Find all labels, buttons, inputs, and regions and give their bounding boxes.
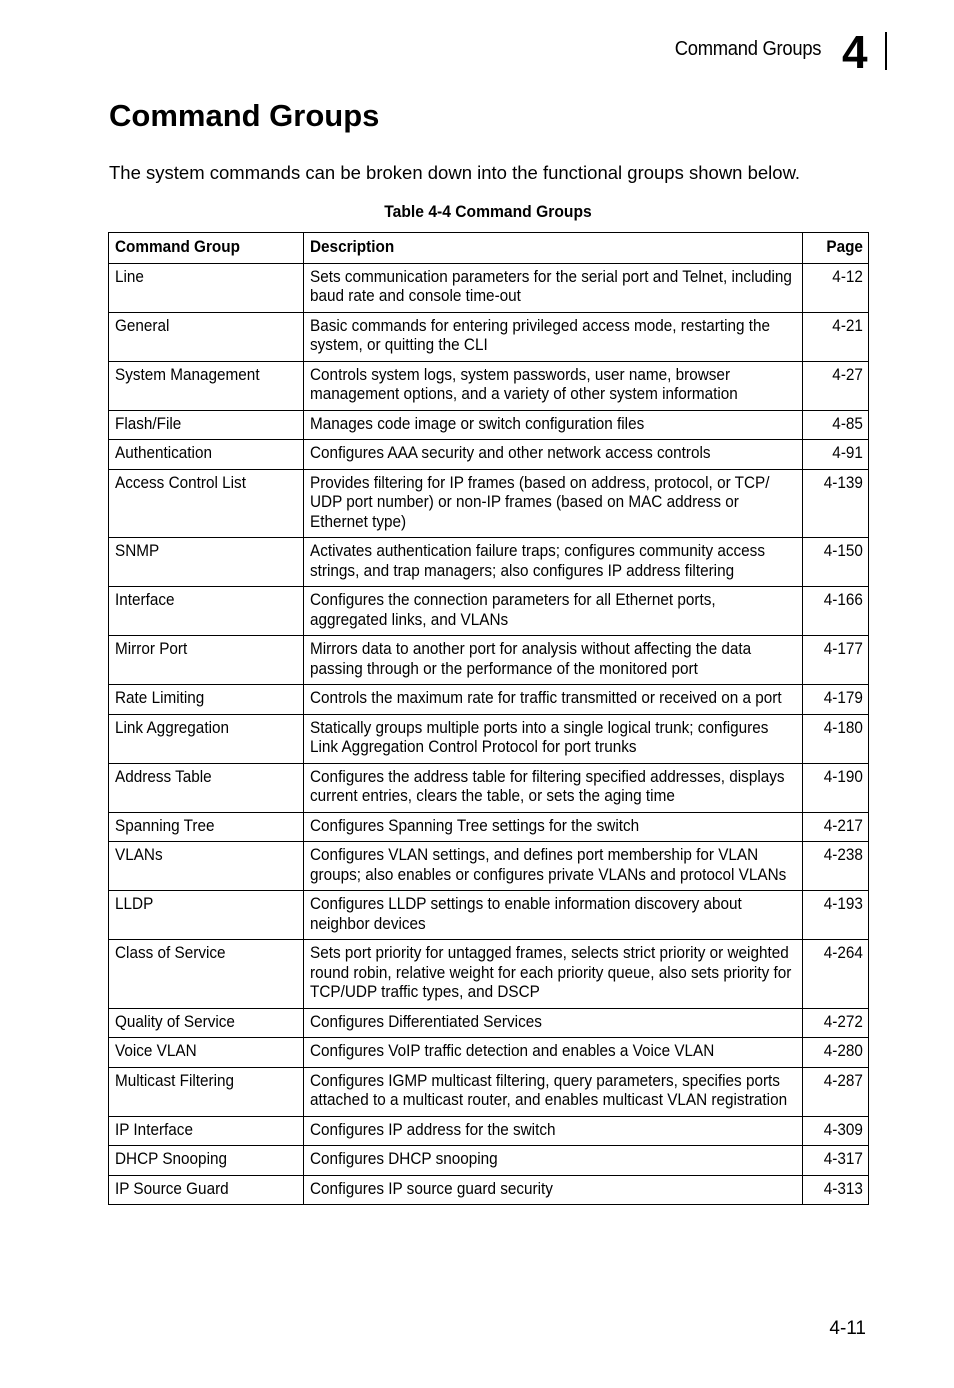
command-group-cell: Address Table [109,763,304,812]
command-group-cell: Quality of Service [109,1008,304,1038]
command-group-cell: Access Control List [109,469,304,538]
table-row [109,714,869,763]
table-row [109,440,869,470]
page-cell: 4-280 [803,1038,869,1068]
description-cell: Configures Differentiated Services [304,1008,803,1038]
command-group-cell: DHCP Snooping [109,1146,304,1176]
description-cell: Configures Spanning Tree settings for the switch [304,812,803,842]
table-caption: Table 4-4 Command Groups [384,202,592,221]
page-cell: 4-21 [803,312,869,361]
command-group-cell: Interface [109,587,304,636]
page-cell: 4-179 [803,685,869,715]
description-cell: Configures the address table for filtering specified addresses, displays current entries, clears the table, or sets the aging time [304,763,803,812]
table-row [109,1067,869,1116]
command-group-cell: Rate Limiting [109,685,304,715]
description-cell: Manages code image or switch configuration files [304,410,803,440]
table-row [109,587,869,636]
command-group-cell: Link Aggregation [109,714,304,763]
page-cell: 4-193 [803,891,869,940]
table-row [109,469,869,538]
table-row [109,1146,869,1176]
description-cell: Configures LLDP settings to enable information discovery about neighbor devices [304,891,803,940]
description-cell: Activates authentication failure traps; configures community access strings, and trap managers; also configures IP address filtering [304,538,803,587]
page-cell: 4-180 [803,714,869,763]
page-cell: 4-217 [803,812,869,842]
command-group-cell: Class of Service [109,940,304,1009]
command-group-cell: Voice VLAN [109,1038,304,1068]
command-group-cell: Line [109,263,304,312]
table-row [109,685,869,715]
description-cell: Basic commands for entering privileged access mode, restarting the system, or quitting the CLI [304,312,803,361]
page-cell: 4-166 [803,587,869,636]
page-cell: 4-150 [803,538,869,587]
command-group-cell: IP Source Guard [109,1175,304,1205]
page-cell: 4-313 [803,1175,869,1205]
page-cell: 4-317 [803,1146,869,1176]
description-cell: Sets communication parameters for the serial port and Telnet, including baud rate and console time-out [304,263,803,312]
table-row [109,361,869,410]
running-header-title: Command Groups [674,38,821,60]
command-group-cell: Multicast Filtering [109,1067,304,1116]
description-cell: Configures IP source guard security [304,1175,803,1205]
description-cell: Controls system logs, system passwords, user name, browser management options, and a variety of other system information [304,361,803,410]
command-group-cell: SNMP [109,538,304,587]
command-group-cell: LLDP [109,891,304,940]
command-group-cell: General [109,312,304,361]
table-body [109,263,869,1205]
description-cell: Provides filtering for IP frames (based on address, protocol, or TCP/ UDP port number) or non-IP frames (based on MAC address or Ethernet type) [304,469,803,538]
command-group-cell: Authentication [109,440,304,470]
command-group-cell: Spanning Tree [109,812,304,842]
description-cell: Statically groups multiple ports into a single logical trunk; configures Link Aggregation Control Protocol for port trunks [304,714,803,763]
table-row [109,1008,869,1038]
description-cell: Mirrors data to another port for analysis without affecting the data passing through or the performance of the monitored port [304,636,803,685]
page-number: 4-11 [829,1318,866,1339]
command-group-cell: System Management [109,361,304,410]
page-cell: 4-264 [803,940,869,1009]
page-cell: 4-190 [803,763,869,812]
page-cell: 4-177 [803,636,869,685]
command-group-cell: VLANs [109,842,304,891]
page-cell: 4-238 [803,842,869,891]
command-group-cell: Flash/File [109,410,304,440]
chapter-divider [885,32,887,70]
description-cell: Configures VLAN settings, and defines port membership for VLAN groups; also enables or configures private VLANs and protocol VLANs [304,842,803,891]
table-row [109,538,869,587]
table-row [109,891,869,940]
table-row [109,1116,869,1146]
page-title: Command Groups [109,98,380,133]
page-cell: 4-309 [803,1116,869,1146]
description-cell: Configures IP address for the switch [304,1116,803,1146]
table-row [109,636,869,685]
command-group-cell: IP Interface [109,1116,304,1146]
description-cell: Controls the maximum rate for traffic transmitted or received on a port [304,685,803,715]
page-cell: 4-287 [803,1067,869,1116]
table-row [109,312,869,361]
page-cell: 4-27 [803,361,869,410]
page-cell: 4-85 [803,410,869,440]
table-row [109,263,869,312]
table-row [109,1038,869,1068]
description-cell: Configures IGMP multicast filtering, query parameters, specifies ports attached to a multicast router, and enables multicast VLAN registration [304,1067,803,1116]
description-cell: Configures AAA security and other network access controls [304,440,803,470]
table-header-row [109,233,869,264]
table-row [109,842,869,891]
page-cell: 4-91 [803,440,869,470]
chapter-number: 4 [842,26,868,78]
command-group-cell: Mirror Port [109,636,304,685]
table-row [109,812,869,842]
column-header-page: Page [803,233,869,264]
page-cell: 4-12 [803,263,869,312]
chapter-marker [842,26,888,78]
page-cell: 4-139 [803,469,869,538]
table-row [109,1175,869,1205]
intro-paragraph: The system commands can be broken down into the functional groups shown below. [109,162,801,183]
column-header-command-group: Command Group [109,233,304,264]
description-cell: Configures the connection parameters for all Ethernet ports, aggregated links, and VLANs [304,587,803,636]
table-row [109,410,869,440]
command-groups-table [108,232,869,1205]
column-header-description: Description [304,233,803,264]
description-cell: Configures VoIP traffic detection and enables a Voice VLAN [304,1038,803,1068]
table-row [109,763,869,812]
table-row [109,940,869,1009]
description-cell: Configures DHCP snooping [304,1146,803,1176]
page-cell: 4-272 [803,1008,869,1038]
description-cell: Sets port priority for untagged frames, selects strict priority or weighted round robin, relative weight for each priority queue, also sets priority for TCP/UDP traffic types, and DSCP [304,940,803,1009]
